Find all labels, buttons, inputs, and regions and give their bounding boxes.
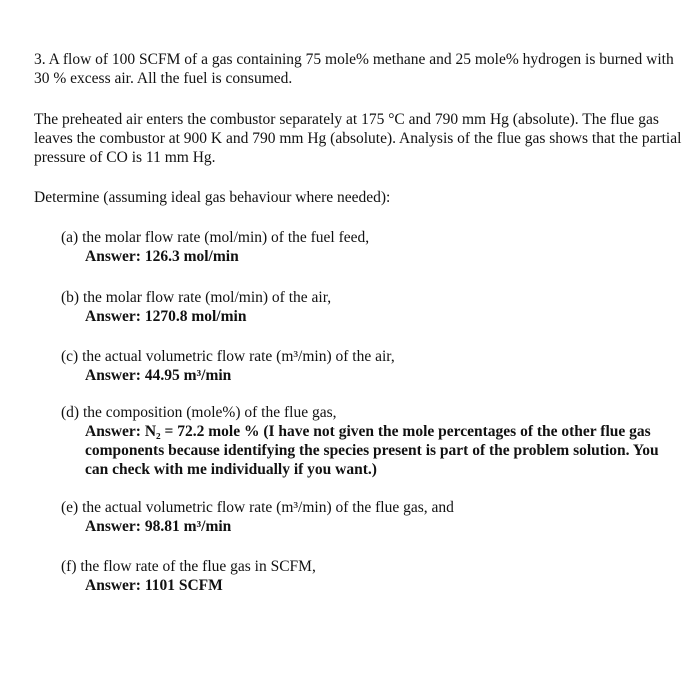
part-a-answer: Answer: 126.3 mol/min xyxy=(85,248,239,265)
problem-intro: 3. A flow of 100 SCFM of a gas containing 75 mole% methane and 25 mole% hydrogen is burned with 30 % excess air. All the fuel is consumed. xyxy=(34,51,674,87)
part-f-question: (f) the flow rate of the flue gas in SCFM, xyxy=(61,558,316,575)
part-b-answer: Answer: 1270.8 mol/min xyxy=(85,308,247,325)
part-c-answer: Answer: 44.95 m³/min xyxy=(85,367,232,384)
part-b xyxy=(61,288,686,326)
part-a-question: (a) the molar flow rate (mol/min) of the fuel feed, xyxy=(61,229,370,246)
part-e-answer: Answer: 98.81 m³/min xyxy=(85,518,232,535)
part-b-question: (b) the molar flow rate (mol/min) of the air, xyxy=(61,289,332,306)
part-c-question: (c) the actual volumetric flow rate (m³/min) of the air, xyxy=(61,348,395,365)
part-d-answer: Answer: N₂ = 72.2 mole % (I have not given the mole percentages of the other flue gas components because identifying the species present is part of the problem solution. You can check with me individually if you want.) xyxy=(85,423,659,478)
part-e xyxy=(61,498,686,536)
part-a xyxy=(61,228,686,266)
part-d-question: (d) the composition (mole%) of the flue gas, xyxy=(61,404,337,421)
part-d xyxy=(61,403,686,479)
problem-conditions: The preheated air enters the combustor separately at 175 °C and 790 mm Hg (absolute). The flue gas leaves the combustor at 900 K and 790 mm Hg (absolute). Analysis of the flue gas shows that the partial pressure of CO is 11 mm Hg. xyxy=(34,111,682,166)
part-e-question: (e) the actual volumetric flow rate (m³/min) of the flue gas, and xyxy=(61,499,454,516)
part-c xyxy=(61,347,686,385)
part-f-answer: Answer: 1101 SCFM xyxy=(85,577,223,594)
part-f xyxy=(61,557,686,595)
problem-instruction: Determine (assuming ideal gas behaviour where needed): xyxy=(34,189,391,206)
